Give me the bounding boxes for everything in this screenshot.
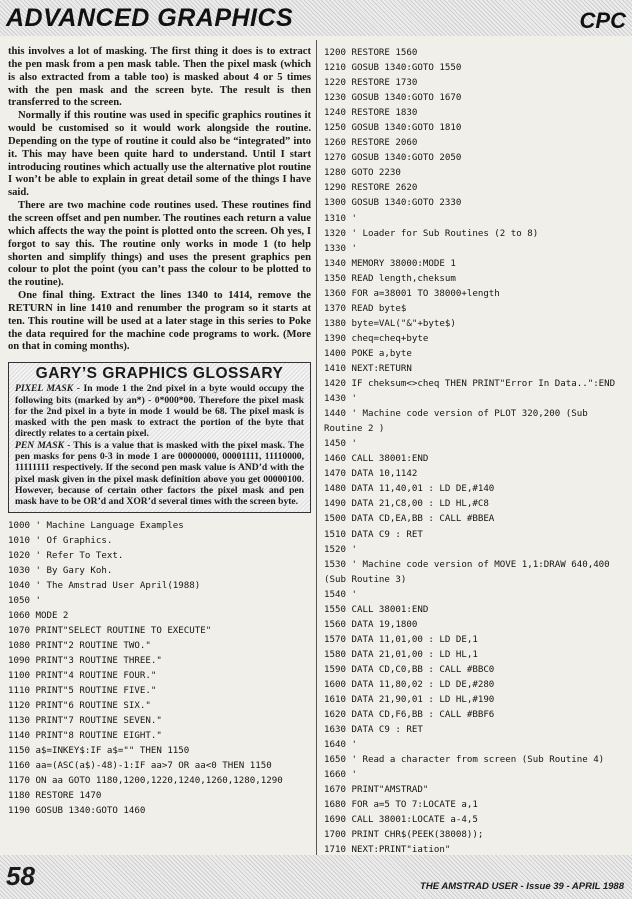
code-line: 1110 PRINT"5 ROUTINE FIVE." [8,686,157,697]
glossary-entry [15,383,304,439]
code-line: 1650 ' Read a character from screen (Sub Routine 4) [324,755,605,766]
code-line: 1130 PRINT"7 ROUTINE SEVEN." [8,716,162,727]
code-line: 1360 FOR a=38001 TO 38000+length [324,288,500,299]
code-line: 1600 DATA 11,80,02 : LD DE,#280 [324,679,495,690]
glossary-definition: - In mode 1 the 2nd pixel in a byte would occupy the following bits (marked by an*) - 0*000*00. Therefore the pixel mask for the 2nd pixel in a byte in mode 1 would be 68. The pixel mask is masked with the pen mask to extract the portion of the byte that directly relates to a certain pixel. [15,383,304,440]
glossary-term: PIXEL MASK [15,383,74,395]
code-line: 1480 DATA 11,40,01 : LD DE,#140 [324,484,495,495]
code-line: 1200 RESTORE 1560 [324,48,418,58]
code-line: 1700 PRINT CHR$(PEEK(38008)); [324,830,484,841]
column-divider [316,40,317,855]
code-line: 1710 NEXT:PRINT"iation" [324,845,451,856]
code-line: 1170 ON aa GOTO 1180,1200,1220,1240,1260,1280,1290 [8,776,283,787]
code-line: 1500 DATA CD,EA,BB : CALL #BBEA [324,514,495,525]
glossary-entry [15,440,304,508]
glossary-term: PEN MASK [15,439,64,451]
code-line: 1490 DATA 21,C8,00 : LD HL,#C8 [324,499,489,510]
section-title: ADVANCED GRAPHICS [6,4,294,32]
code-line: 1540 ' [324,589,357,600]
right-column [324,46,624,859]
code-line: 1420 IF cheksum<>cheq THEN PRINT"Error In Data..":END [324,379,616,390]
code-line: 1470 DATA 10,1142 [324,469,418,480]
code-line: 1050 ' [8,595,41,606]
code-line: 1220 RESTORE 1730 [324,78,418,89]
code-line: 1520 ' [324,544,357,555]
code-line: 1270 GOSUB 1340:GOTO 2050 [324,153,462,164]
code-line: 1620 DATA CD,F6,BB : CALL #BBF6 [324,710,495,721]
code-line: 1080 PRINT"2 ROUTINE TWO." [8,640,151,651]
code-line: 1560 DATA 19,1800 [324,619,418,630]
code-line: 1290 RESTORE 2620 [324,183,418,194]
magazine-credit: THE AMSTRAD USER - Issue 39 - APRIL 1988 [420,881,624,892]
code-line: 1090 PRINT"3 ROUTINE THREE." [8,655,162,666]
code-line: 1690 CALL 38001:LOCATE a-4,5 [324,815,478,826]
code-line: 1440 ' Machine code version of PLOT 320,200 (Sub Routine 2 ) [324,409,594,435]
article-paragraph: One final thing. Extract the lines 1340 to 1414, remove the RETURN in line 1410 and renumber the program so it starts at ten. This routine will be used at a later stage in this series to Poke the data required for the machine code programs to work. (More on that in coming months). [8,290,311,353]
article-body [8,46,311,354]
code-line: 1630 DATA C9 : RET [324,725,423,736]
code-line: 1640 ' [324,740,357,751]
code-line: 1670 PRINT"AMSTRAD" [324,785,429,796]
code-line: 1680 FOR a=5 TO 7:LOCATE a,1 [324,800,478,811]
code-line: 1160 aa=(ASC(a$)-48)-1:IF aa>7 OR aa<0 THEN 1150 [8,761,272,772]
code-line: 1350 READ length,cheksum [324,273,456,284]
code-line: 1300 GOSUB 1340:GOTO 2330 [324,198,462,209]
code-line: 1460 CALL 38001:END [324,454,429,465]
code-line: 1370 READ byte$ [324,303,407,314]
glossary-title: GARY’S GRAPHICS GLOSSARY [35,365,284,383]
code-listing-right [324,46,624,859]
left-column [8,46,311,819]
article-paragraph: There are two machine code routines used. These routines find the screen offset and pen number. The routines each return a value which affects the way the point is plotted onto the screen. Oh yes, I forgot to say this. The routine only works in mode 1 (to help shorten and simplify things) and uses the present graphics pen colour to plot the point (you can’t pass the colour to be plotted to the routine). [8,200,311,289]
article-paragraph: this involves a lot of masking. The first thing it does is to extract the pen mask from a pen mask table. Then the pixel mask (which is also extracted from a table too) is masked about 4 or 5 times with the pen mask and the screen byte. The result is then transferred to the screen. [8,46,311,109]
code-line: 1210 GOSUB 1340:GOTO 1550 [324,63,462,74]
code-line: 1590 DATA CD,C0,BB : CALL #BBC0 [324,664,495,675]
code-line: 1240 RESTORE 1830 [324,108,418,119]
code-line: 1250 GOSUB 1340:GOTO 1810 [324,123,462,134]
code-line: 1320 ' Loader for Sub Routines (2 to 8) [324,228,539,239]
code-line: 1410 NEXT:RETURN [324,363,412,374]
code-line: 1000 ' Machine Language Examples [8,520,184,531]
code-line: 1330 ' [324,243,357,254]
glossary-definition: - This is a value that is masked with the pixel mask. The pen masks for pens 0-3 in mode 1 are 00000000, 00001111, 11110000, 11111111 respectively. If the second pen mask value is AND’d with the pixel mask given in the pixel mask definition above you get 00000100. However, because of certain other factors the pixel mask and pen mask have to be OR’d and XOR’d several times with the screen byte. [15,439,304,508]
code-line: 1340 MEMORY 38000:MODE 1 [324,258,456,269]
platform-label: CPC [579,8,626,33]
code-line: 1230 GOSUB 1340:GOTO 1670 [324,93,462,104]
code-listing-left [8,519,311,820]
code-line: 1570 DATA 11,01,00 : LD DE,1 [324,634,478,645]
code-line: 1140 PRINT"8 ROUTINE EIGHT." [8,731,162,742]
code-line: 1180 RESTORE 1470 [8,791,102,802]
page-header [0,0,632,36]
page-footer [0,855,632,899]
code-line: 1530 ' Machine code version of MOVE 1,1:DRAW 640,400 (Sub Routine 3) [324,559,616,585]
code-line: 1280 GOTO 2230 [324,168,401,179]
code-line: 1510 DATA C9 : RET [324,529,423,540]
code-line: 1450 ' [324,439,357,450]
code-line: 1430 ' [324,394,357,405]
code-line: 1020 ' Refer To Text. [8,550,124,561]
code-line: 1550 CALL 38001:END [324,604,429,615]
code-line: 1310 ' [324,213,357,224]
code-line: 1120 PRINT"6 ROUTINE SIX." [8,701,151,712]
code-line: 1070 PRINT"SELECT ROUTINE TO EXECUTE" [8,625,212,636]
code-line: 1380 byte=VAL("&"+byte$) [324,318,456,329]
code-line: 1400 POKE a,byte [324,348,412,359]
code-line: 1260 RESTORE 2060 [324,138,418,149]
code-line: 1030 ' By Gary Koh. [8,565,113,576]
code-line: 1100 PRINT"4 ROUTINE FOUR." [8,670,157,681]
code-line: 1150 a$=INKEY$:IF a$="" THEN 1150 [8,746,190,757]
code-line: 1010 ' Of Graphics. [8,535,113,546]
article-paragraph: Normally if this routine was used in specific graphics routines it would be customised so it would work alongside the routine. Depending on the type of routine it could also be “integrated” into it. This may have been quite hard to understand. Until I start introducing routines which actually use the alternative plot routine I won’t be able to explain in great detail some of the things I have said. [8,110,311,199]
code-line: 1610 DATA 21,90,01 : LD HL,#190 [324,695,495,706]
code-line: 1040 ' The Amstrad User April(1988) [8,580,201,591]
page-number: 58 [6,861,35,891]
code-line: 1580 DATA 21,01,00 : LD HL,1 [324,649,478,660]
code-line: 1390 cheq=cheq+byte [324,333,429,344]
code-line: 1660 ' [324,770,357,781]
code-line: 1060 MODE 2 [8,610,69,621]
glossary-box [8,362,311,512]
code-line: 1190 GOSUB 1340:GOTO 1460 [8,806,146,817]
